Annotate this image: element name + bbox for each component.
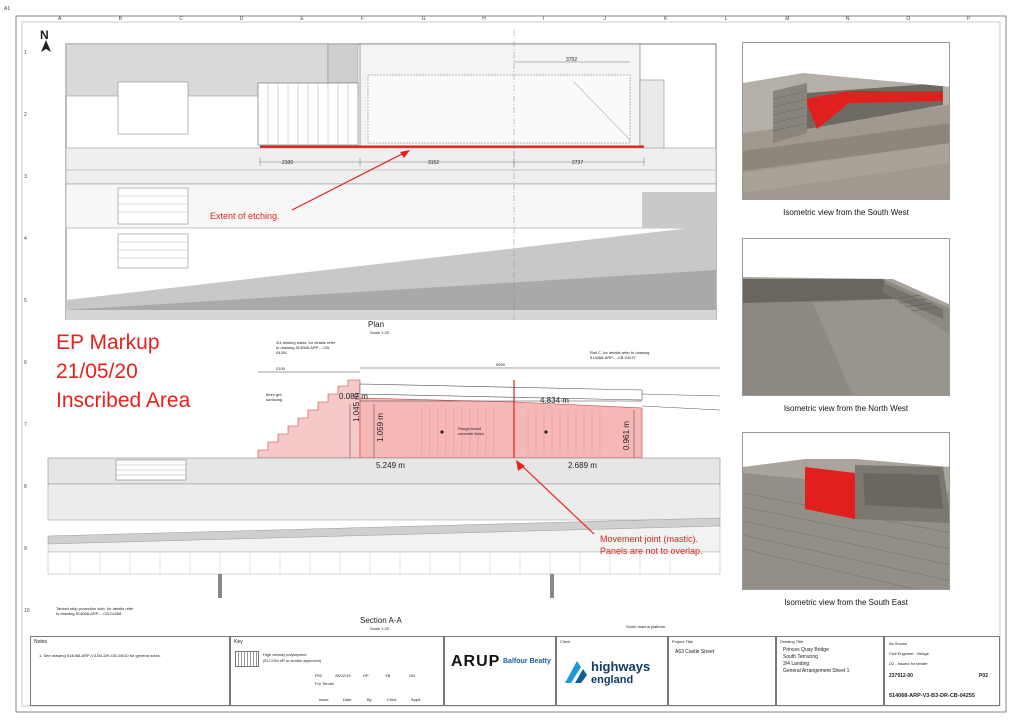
rev-chk: YB [385, 673, 391, 678]
column-letter: I [542, 16, 545, 22]
revision-table [313, 671, 443, 705]
rail-note: Rail C, for details refer to drawing 514068-ARP-..-CB-04237 [590, 350, 650, 360]
arup-logo: ARUP [451, 653, 501, 670]
column-letter: H [482, 16, 486, 22]
etching-annotation: Extent of etching. [210, 211, 280, 221]
rev-header-date: Date [343, 697, 352, 702]
plan-title: Plan [368, 320, 385, 329]
column-letter: L [724, 16, 728, 22]
section-drawing [30, 340, 730, 630]
movement-joint-annotation: Movement joint (mastic). [600, 534, 699, 544]
drawing-title-4: General Arrangement Sheet 1 [783, 668, 850, 674]
column-letter: F [361, 16, 365, 22]
column-letter: K [664, 16, 668, 22]
plan-dim-4: 3752 [566, 57, 578, 63]
rev-header-by: By [367, 697, 372, 702]
row-number: 9 [24, 546, 27, 552]
isometric-view-south-west [742, 42, 950, 200]
infill-note: 6mm grit surfacing [266, 392, 283, 402]
column-letter: B [118, 16, 122, 22]
column-letter: D [239, 16, 244, 22]
column-letter: M [785, 16, 790, 22]
column-letter: P [967, 16, 971, 22]
row-number: 10 [24, 608, 30, 614]
tb-scale: As Shown [889, 641, 908, 646]
section-title: Section A-A [360, 616, 402, 625]
plan-dim-3: 2737 [572, 160, 584, 166]
project-label: Project Title [672, 639, 693, 644]
column-letter: N [845, 16, 850, 22]
tb-revision: P02 [979, 673, 988, 679]
tb-client [556, 636, 668, 706]
membrane-note: Tanked strip protection slab, for details refer to drawing 514068-ARP-..-CB-04268 [56, 606, 134, 616]
plan-scale: Scale 1:25 [370, 330, 389, 335]
measure-0-961: 0.961 m [622, 421, 631, 450]
plan-dim-1: 2100 [282, 160, 294, 166]
key-label: Key [234, 639, 243, 645]
highways-wordmark: highways [591, 659, 651, 674]
markup-line-3: Inscribed Area [56, 389, 191, 412]
client-label: Client [560, 639, 571, 644]
section-scale: Scale 1:25 [370, 626, 389, 631]
platform-note: South marina platform [626, 624, 666, 629]
markup-line-1: EP Markup [56, 331, 160, 354]
tb-notes [30, 636, 230, 706]
tb-job-number: 237912-00 [889, 673, 913, 679]
section-dim-2100: 2100 [276, 366, 285, 371]
drawing-title-2: South Terracing [783, 654, 818, 660]
drawing-title-3: 3/4 Landing [783, 661, 810, 667]
column-letter: C [179, 16, 183, 22]
key-text-2: (ELCOM eR or similar approved) [263, 658, 322, 663]
markup-line-2: 21/05/20 [56, 360, 138, 383]
project-title: A63 Castle Street [675, 649, 715, 655]
measure-1-045: 1.045 m [352, 393, 361, 422]
sheet-ref: A1 [4, 6, 11, 12]
rev-header-issue: Issue [319, 697, 329, 702]
drawing-title-1: Princes Quay Bridge [783, 647, 829, 653]
caption-north-west: Isometric view from the North West [783, 404, 909, 413]
measure-1-059: 1.059 m [376, 413, 385, 442]
row-number: 6 [24, 360, 27, 366]
measure-0-087: 0.087 m [339, 392, 368, 401]
caption-south-east: Isometric view from the South East [784, 598, 908, 607]
highways-logo-icon [563, 659, 589, 685]
rev-date: 28/02/19 [335, 673, 351, 678]
stairs-note: 3/4 landing stairs, for details refer to drawing 514068-ARP-..-CB-04261 [276, 340, 336, 355]
measure-2-689: 2.689 m [568, 461, 597, 470]
column-letter: A [58, 16, 62, 22]
rev-code: P02 [315, 673, 323, 678]
balfour-beatty-logo: Balfour Beatty [503, 658, 551, 665]
note-1: 1. See drawing 514068-ARP-V3-B3-DR-CB-04010 for general notes. [39, 653, 161, 658]
isometric-view-south-east [742, 432, 950, 590]
row-number: 7 [24, 422, 27, 428]
measure-5-249: 5.249 m [376, 461, 405, 470]
tb-drawing-title [776, 636, 884, 706]
key-text-1: High density polystyrene [263, 652, 307, 657]
column-letter: G [421, 16, 426, 22]
row-number: 2 [24, 112, 27, 118]
rev-desc: For Tender [315, 681, 335, 686]
row-number: 4 [24, 236, 27, 242]
caption-south-west: Isometric view from the South West [783, 208, 909, 217]
key-swatch [235, 651, 259, 667]
row-number: 3 [24, 174, 27, 180]
north-label: N [40, 28, 49, 42]
row-number: 5 [24, 298, 27, 304]
rev-header-appd: Appd [411, 697, 421, 702]
tb-discipline: Civil Engineer - Bridge [889, 651, 929, 656]
tb-logos [444, 636, 556, 706]
column-letter: E [300, 16, 304, 22]
tb-project [668, 636, 776, 706]
rev-header-chkd: Chkd [387, 697, 397, 702]
england-wordmark: england [591, 674, 634, 686]
tb-drawing-number: 514068-ARP-V3-B3-DR-CB-04255 [889, 693, 975, 699]
board-note: Rough board concrete finish [458, 426, 484, 436]
plan-dim-2: 3152 [428, 160, 440, 166]
plan-drawing [30, 20, 730, 320]
panels-overlap-annotation: Panels are not to overlap. [600, 546, 703, 556]
measure-4-834: 4.834 m [540, 396, 569, 405]
isometric-view-north-west [742, 238, 950, 396]
tb-drawing-info [884, 636, 1000, 706]
row-number: 8 [24, 484, 27, 490]
section-dim-5909: 5909 [496, 362, 505, 367]
tb-key-revisions [230, 636, 444, 706]
drawing-title-label: Drawing Title [780, 639, 804, 644]
rev-appd: GN [409, 673, 415, 678]
column-letter: O [906, 16, 911, 22]
tb-status: D2 - Issued for tender [889, 661, 928, 666]
rev-by: DP [363, 673, 369, 678]
notes-label: Notes [34, 639, 48, 645]
row-number: 1 [24, 50, 27, 56]
column-letter: J [603, 16, 606, 22]
